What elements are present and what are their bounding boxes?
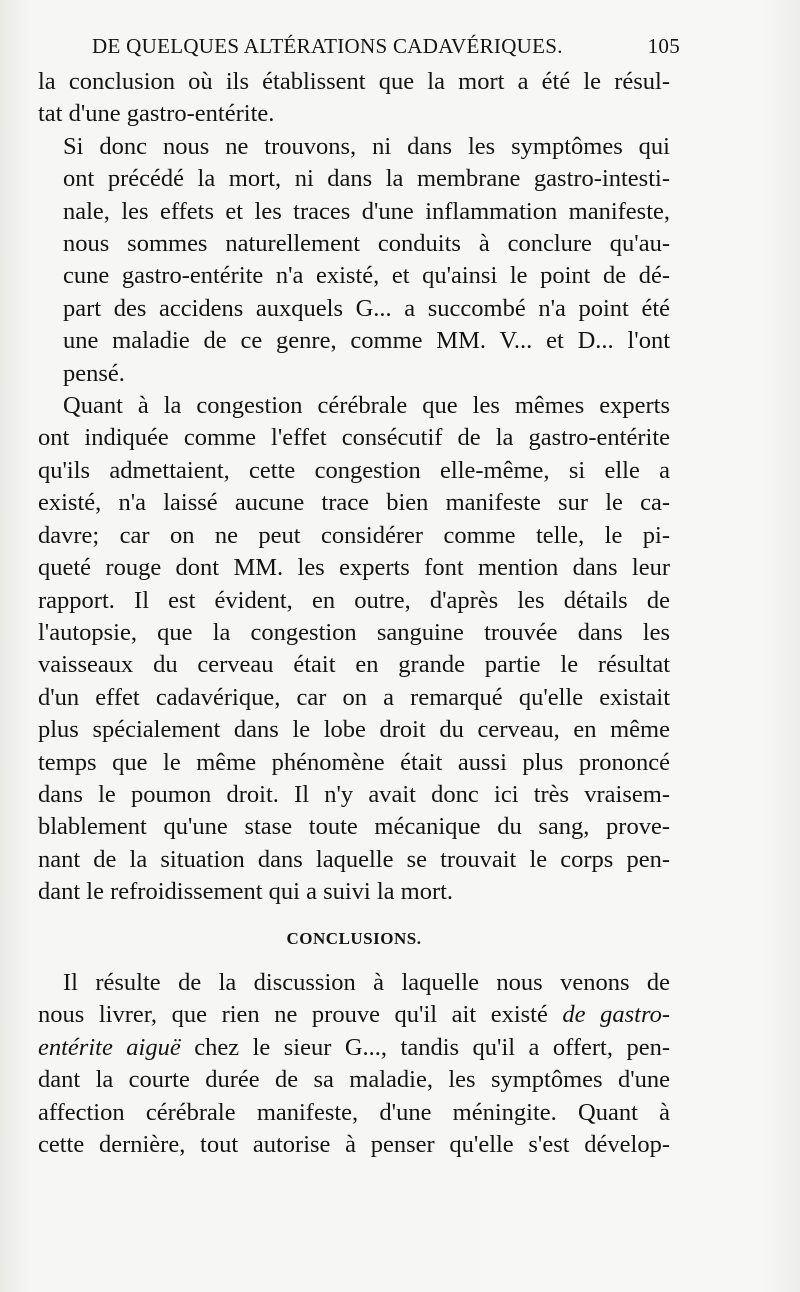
running-head: [60, 34, 680, 64]
section-heading: CONCLUSIONS.: [286, 928, 422, 948]
text-line: temps que le même phénomène était aussi plus prononcé: [38, 748, 670, 776]
text-line: nant de la situation dans laquelle se trouvait le corps pen-: [38, 845, 670, 873]
text-segment: nous livrer, que rien ne prouve qu'il ait existé: [38, 1001, 563, 1029]
text-line: Quant à la congestion cérébrale que les mêmes experts: [63, 392, 670, 420]
text-line: existé, n'a laissé aucune trace bien manifeste sur le ca-: [38, 489, 670, 517]
text-line: la conclusion où ils établissent que la mort a été le résul-: [38, 68, 670, 95]
text-line: ont précédé la mort, ni dans la membrane gastro-intesti-: [63, 165, 670, 193]
text-line: blablement qu'une stase toute mécanique du sang, prove-: [38, 813, 670, 841]
text-line: part des accidens auxquels G... a succombé n'a point été: [63, 294, 670, 322]
running-head-title: DE QUELQUES ALTÉRATIONS CADAVÉRIQUES.: [92, 34, 563, 58]
paragraph-3: [38, 390, 670, 909]
text-line: cune gastro-entérite n'a existé, et qu'ainsi le point de dé-: [63, 262, 670, 290]
italic-text: de gastro-: [562, 1001, 670, 1029]
paragraph-1: [38, 66, 670, 131]
text-line: davre; car on ne peut considérer comme telle, le pi-: [38, 521, 670, 549]
text-line: queté rouge dont MM. les experts font mention dans leur: [38, 554, 670, 582]
text-line: l'autopsie, que la congestion sanguine trouvée dans les: [38, 618, 670, 646]
text-line: rapport. Il est évident, en outre, d'après les détails de: [38, 586, 670, 614]
text-line: dant le refroidissement qui a suivi la mort.: [38, 878, 454, 906]
page-number: 105: [647, 34, 680, 58]
text-line: [38, 999, 670, 1031]
text-line: dant la courte durée de sa maladie, les symptômes d'une: [38, 1066, 670, 1094]
text-line: affection cérébrale manifeste, d'une méningite. Quant à: [38, 1098, 670, 1126]
text-line: une maladie de ce genre, comme MM. V... et D... l'ont: [63, 327, 670, 355]
text-line: [38, 1032, 670, 1064]
text-line: nous sommes naturellement conduits à conclure qu'au-: [63, 230, 670, 258]
body-text: [38, 66, 670, 1161]
conclusion-paragraph: [38, 967, 670, 1161]
text-line: cette dernière, tout autorise à penser qu'elle s'est dévelop-: [38, 1131, 670, 1158]
text-line: qu'ils admettaient, cette congestion elle-même, si elle a: [38, 456, 670, 484]
text-line: nale, les effets et les traces d'une inflammation manifeste,: [63, 197, 670, 225]
text-line: tat d'une gastro-entérite.: [38, 100, 275, 128]
text-line: pensé.: [63, 359, 125, 387]
text-line: d'un effet cadavérique, car on a remarqué qu'elle existait: [38, 683, 670, 711]
paragraph-2: [38, 131, 670, 390]
text-line: vaisseaux du cerveau était en grande partie le résultat: [38, 651, 670, 679]
text-line: dans le poumon droit. Il n'y avait donc ici très vraisem-: [38, 780, 670, 808]
text-line: Si donc nous ne trouvons, ni dans les symptômes qui: [63, 132, 670, 160]
text-segment: chez le sieur G..., tandis qu'il a offert, pen-: [180, 1033, 670, 1061]
text-line: plus spécialement dans le lobe droit du cerveau, en même: [38, 716, 670, 744]
italic-text: entérite aiguë: [38, 1033, 181, 1061]
text-line: Il résulte de la discussion à laquelle nous venons de: [63, 968, 670, 996]
text-line: ont indiquée comme l'effet consécutif de la gastro-entérite: [38, 424, 670, 452]
